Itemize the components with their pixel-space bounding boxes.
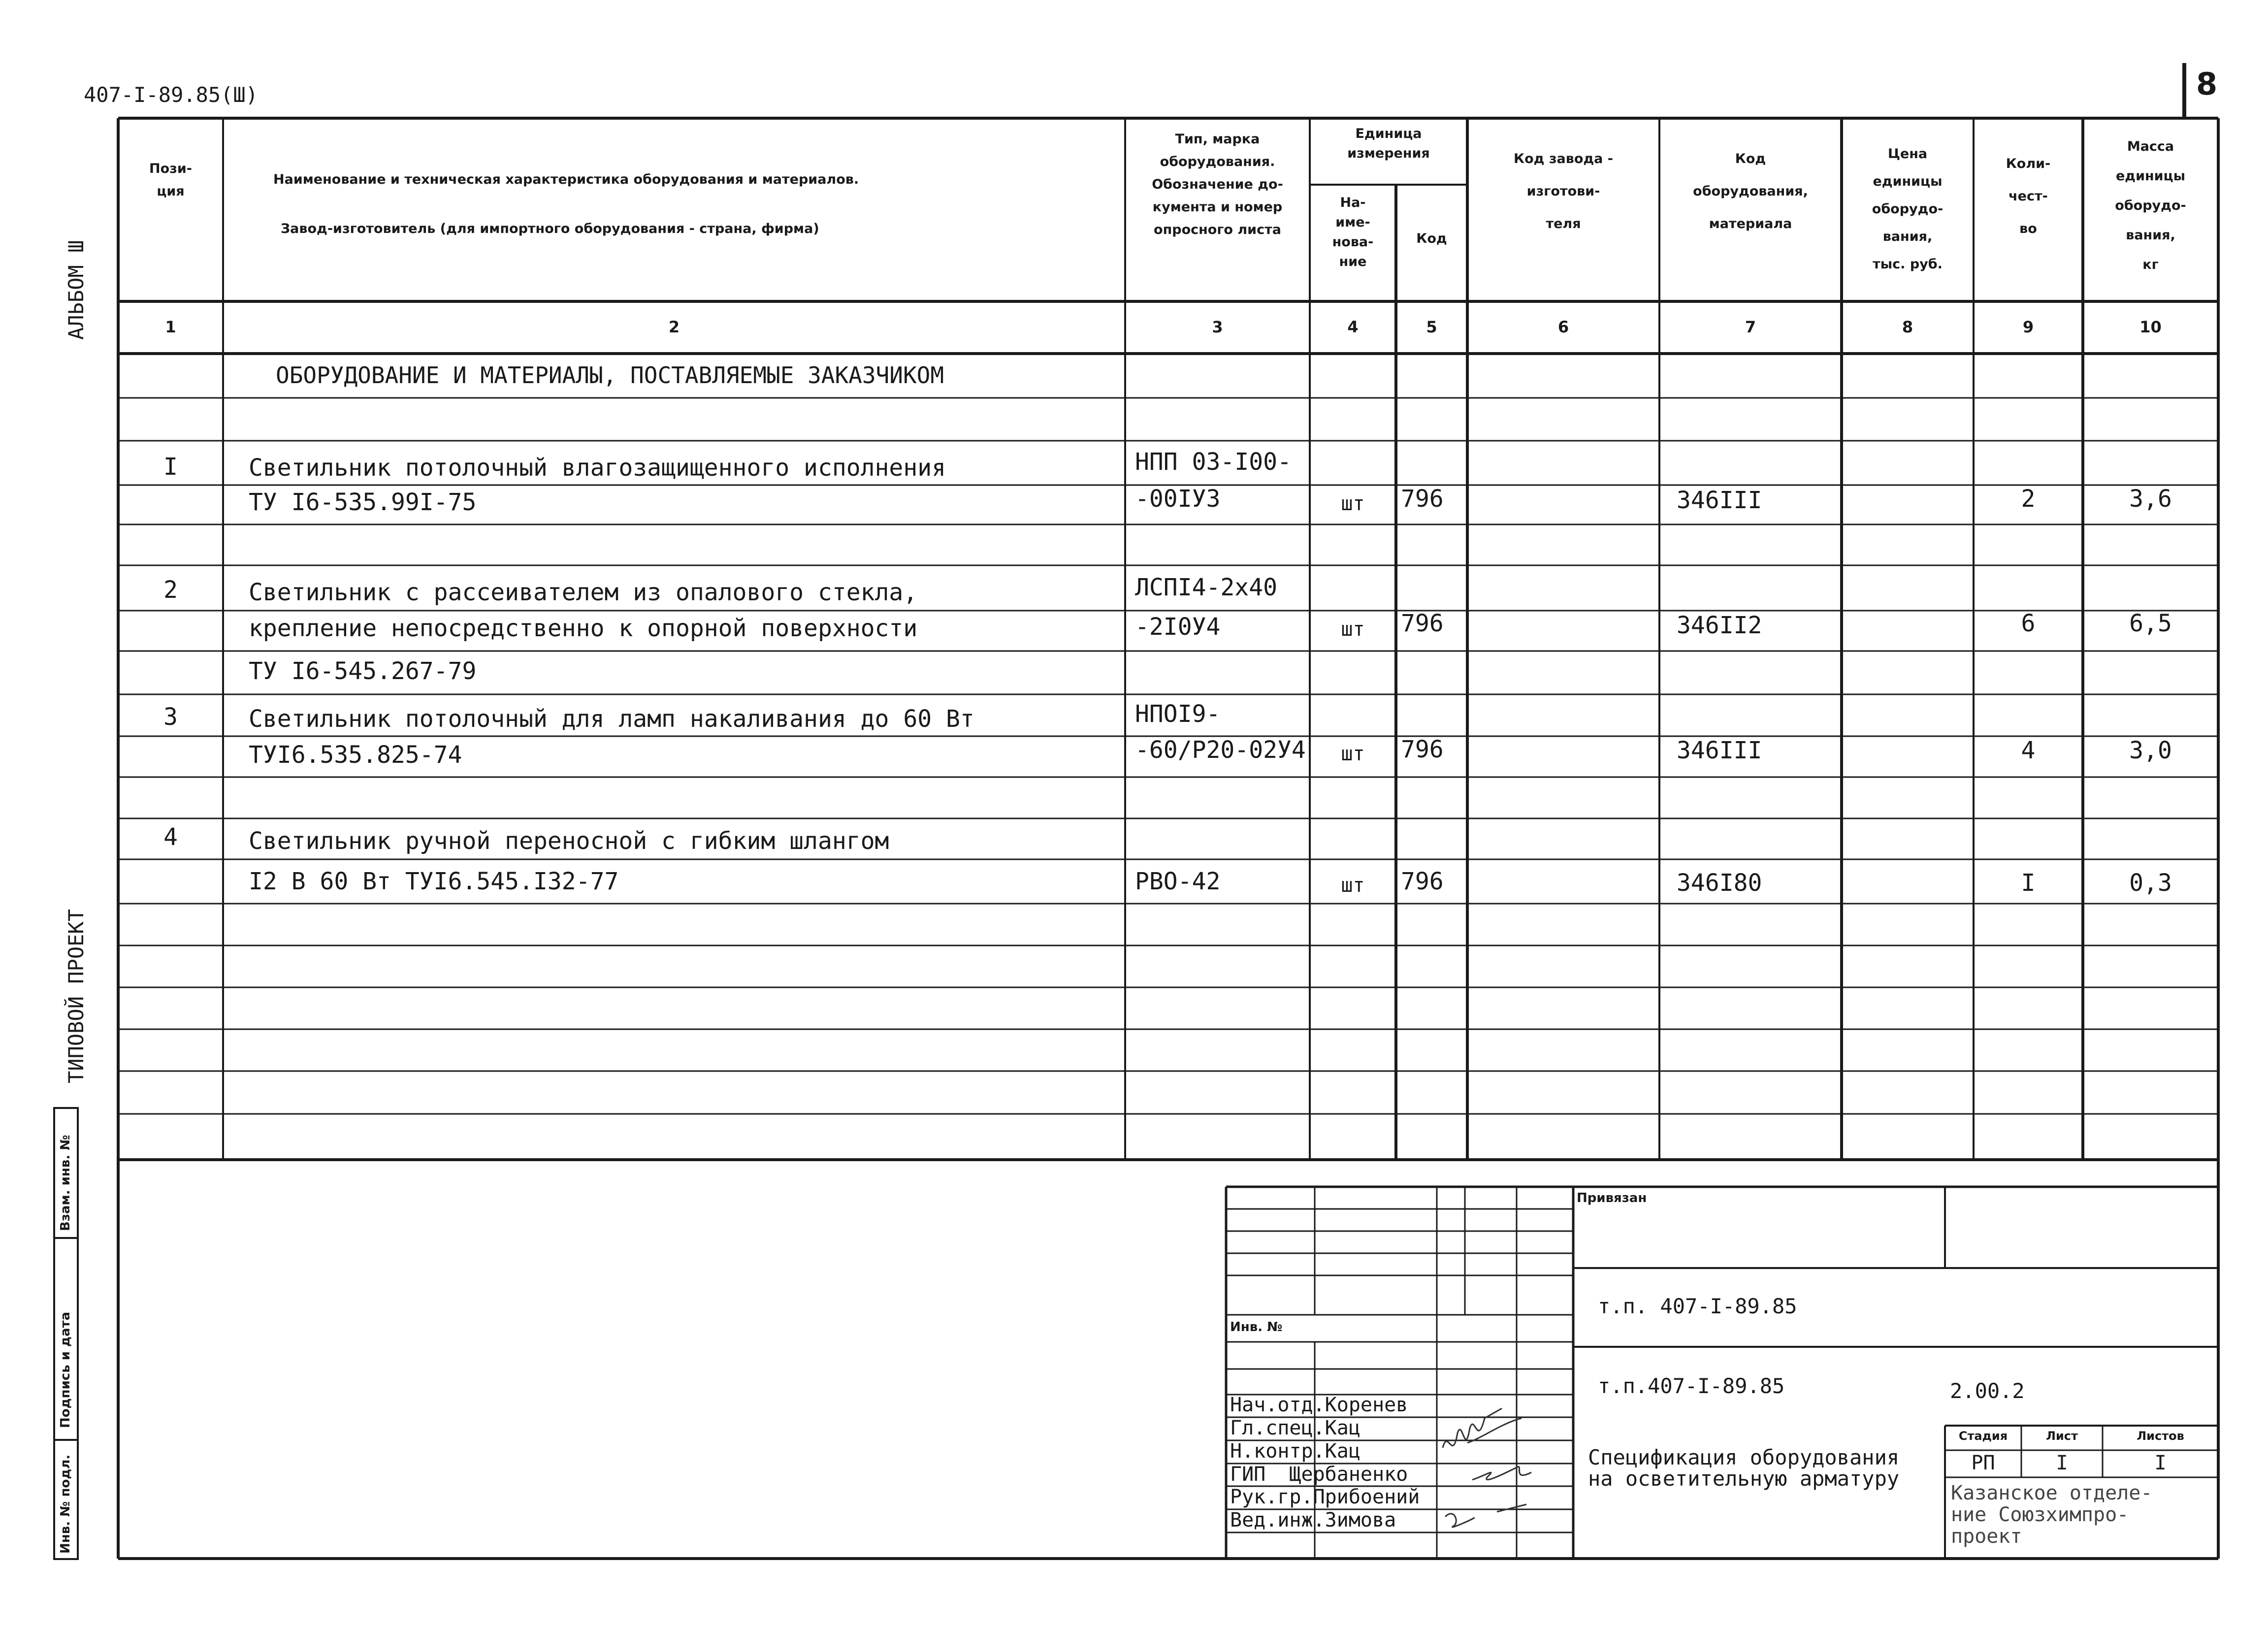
project-code-2: т.п.407-I-89.85 <box>1598 1374 1785 1398</box>
sheets-label: Листов <box>2137 1429 2184 1443</box>
page-number: 8 <box>2196 66 2218 102</box>
item-4-unit: шт <box>1341 874 1365 897</box>
colnum-9: 9 <box>2022 318 2034 336</box>
item-2-quantity: 6 <box>2021 610 2036 637</box>
item-1-unit: шт <box>1341 492 1365 515</box>
signatures <box>1438 1389 1566 1536</box>
item-4-quantity: I <box>2021 869 2036 897</box>
stamp-orig-inv: Инв. № подл. <box>58 1454 73 1554</box>
colnum-6: 6 <box>1557 318 1569 336</box>
item-3-equipment-code: 346III <box>1677 737 1762 764</box>
colnum-3: 3 <box>1212 318 1223 336</box>
item-4-type-line1: РВО-42 <box>1135 868 1221 895</box>
item-3-position: 3 <box>163 703 178 731</box>
header-factory-code: Код завода - изготови- теля <box>1514 151 1613 231</box>
item-2-position: 2 <box>163 576 178 604</box>
item-2-unit-code: 796 <box>1401 610 1444 637</box>
colnum-4: 4 <box>1347 318 1359 336</box>
item-4-unit-code: 796 <box>1401 868 1444 895</box>
role-group-lead: Рук.гр.Прибоений <box>1230 1486 1420 1508</box>
role-lead-engineer: Вед.инж.Зимова <box>1230 1509 1396 1531</box>
item-1-unit-code: 796 <box>1401 485 1444 513</box>
inv-label: Инв. № <box>1230 1320 1283 1335</box>
item-2-type-line1: ЛСПI4-2х40 <box>1135 574 1277 601</box>
item-1-type-line2: -00IУ3 <box>1135 485 1221 513</box>
header-name: Наименование и техническая характеристика оборудования и материалов. Завод-изготовитель (для импортного оборудования - страна, фирма) <box>273 172 859 236</box>
colnum-10: 10 <box>2139 318 2162 336</box>
doc-title: Спецификация оборудования на осветительную арматуру <box>1588 1445 1900 1491</box>
item-3-type-line1: НПОI9- <box>1135 700 1221 728</box>
item-4-equipment-code: 346I80 <box>1677 869 1762 897</box>
item-3-type-line2: -60/Р20-02У4 <box>1135 736 1306 764</box>
item-3-unit: шт <box>1341 743 1365 765</box>
item-1-mass: 3,6 <box>2129 485 2172 513</box>
role-chief-engineer: ГИП Щербаненко <box>1230 1463 1408 1486</box>
document-code: 407-I-89.85(Ш) <box>84 83 259 107</box>
role-norm-control: Н.контр.Кац <box>1230 1440 1361 1463</box>
role-chief-spec: Гл.спец.Кац <box>1230 1417 1361 1439</box>
attached-label: Привязан <box>1577 1191 1647 1205</box>
item-3-quantity: 4 <box>2021 737 2036 764</box>
header-unit-name: На- име- нова- ние <box>1332 195 1374 269</box>
item-2-name-line1: Светильник с рассеивателем из опалового стекла, <box>249 579 918 606</box>
project-label: ТИПОВОЙ ПРОЕКТ <box>64 909 88 1083</box>
header-price: Цена единицы оборудо- вания, тыс. руб. <box>1872 146 1944 272</box>
album-label: АЛЬБОМ Ш <box>64 240 88 340</box>
stage-value: РП <box>1971 1452 1995 1474</box>
item-4-name-line1: Светильник ручной переносной с гибким шлангом <box>249 827 889 855</box>
item-3-unit-code: 796 <box>1401 736 1444 763</box>
item-3-mass: 3,0 <box>2129 737 2172 764</box>
organization: Казанское отделе- ние Союзхимпро- проект <box>1951 1482 2153 1548</box>
item-1-quantity: 2 <box>2021 485 2036 513</box>
header-type: Тип, марка оборудования. Обозначение до- кумента и номер опросного листа <box>1152 131 1283 237</box>
sheet-code: 2.00.2 <box>1950 1379 2025 1403</box>
header-mass: Масса единицы оборудо- вания, кг <box>2115 139 2186 272</box>
colnum-1: 1 <box>165 318 176 336</box>
item-2-name-line2: крепление непосредственно к опорной поверхности <box>249 615 918 642</box>
role-head-dept: Нач.отд.Коренев <box>1230 1394 1408 1416</box>
item-4-mass: 0,3 <box>2129 869 2172 897</box>
project-code-1: т.п. 407-I-89.85 <box>1598 1294 1797 1318</box>
colnum-2: 2 <box>668 318 680 336</box>
item-2-mass: 6,5 <box>2129 610 2172 637</box>
header-unit-code: Код <box>1416 231 1447 246</box>
stage-label: Стадия <box>1958 1429 2008 1443</box>
item-1-equipment-code: 346III <box>1677 487 1762 514</box>
sheet-label: Лист <box>2046 1429 2078 1443</box>
item-3-name-line2: ТУI6.535.825-74 <box>249 741 462 769</box>
item-4-name-line2: I2 В 60 Вт ТУI6.545.I32-77 <box>249 868 619 895</box>
header-equipment-code: Код оборудования, материала <box>1693 151 1808 231</box>
section-title: ОБОРУДОВАНИЕ И МАТЕРИАЛЫ, ПОСТАВЛЯЕМЫЕ ЗАКАЗЧИКОМ <box>276 362 944 389</box>
item-2-name-line3: ТУ I6-545.267-79 <box>249 657 477 685</box>
item-1-name-line1: Светильник потолочный влагозащищенного исполнения <box>249 454 946 482</box>
sheet-value: I <box>2056 1452 2068 1474</box>
header-unit-group: Единица измерения <box>1347 126 1430 161</box>
header-position: Пози- ция <box>149 161 192 199</box>
item-1-position: I <box>163 453 178 481</box>
item-1-name-line2: ТУ I6-535.99I-75 <box>249 488 477 516</box>
item-4-position: 4 <box>163 823 178 851</box>
item-2-type-line2: -2I0У4 <box>1135 613 1221 641</box>
item-2-unit: шт <box>1341 618 1365 641</box>
stamp-signature-date: Подпись и дата <box>58 1311 73 1428</box>
item-2-equipment-code: 346II2 <box>1677 612 1762 639</box>
item-1-type-line1: НПП 03-I00- <box>1135 448 1292 476</box>
colnum-7: 7 <box>1745 318 1756 336</box>
sheets-value: I <box>2154 1452 2167 1474</box>
item-3-name-line1: Светильник потолочный для ламп накаливания до 60 Вт <box>249 705 974 733</box>
colnum-8: 8 <box>1902 318 1913 336</box>
colnum-5: 5 <box>1426 318 1437 336</box>
stamp-replace-inv: Взам. инв. № <box>58 1135 73 1231</box>
header-quantity: Коли- чест- во <box>2006 156 2051 236</box>
